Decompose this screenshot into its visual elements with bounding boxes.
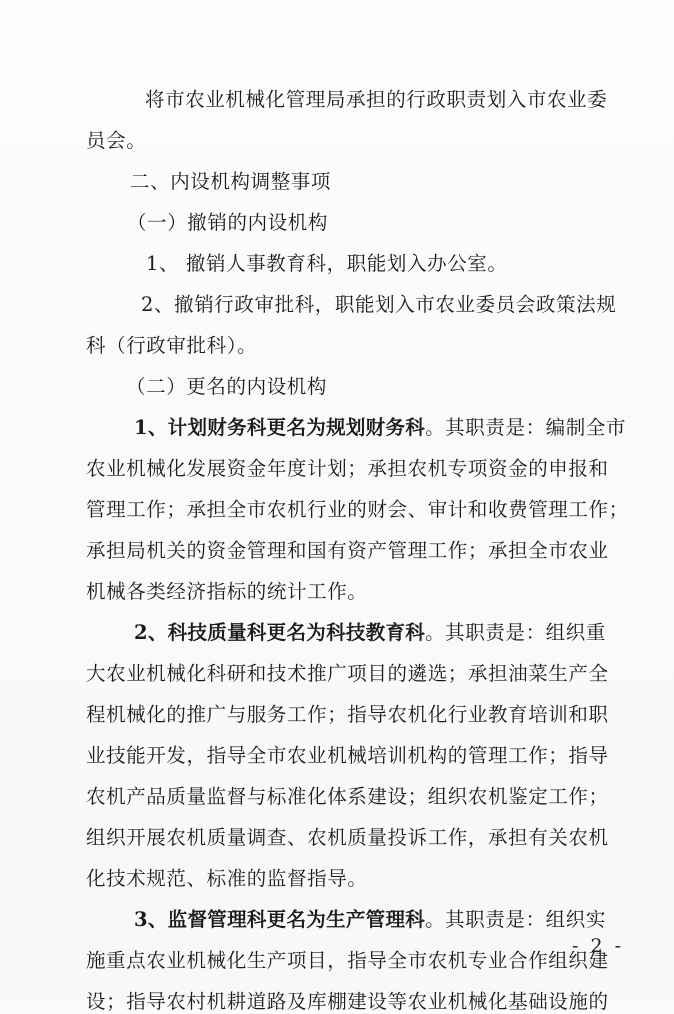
paragraph-line: 机械各类经济指标的统计工作。 (86, 580, 368, 603)
paragraph-line: 施重点农业机械化生产项目，指导全市农机专业合作组织建 (86, 949, 609, 972)
page-number: - 2 - (572, 935, 625, 957)
paragraph-line: 化技术规范、标准的监督指导。 (86, 867, 368, 890)
item-text: 。其职责是：编制全市 (425, 416, 627, 439)
paragraph-line: 管理工作；承担全市农机行业的财会、审计和收费管理工作； (86, 498, 629, 521)
section-heading: 二、内设机构调整事项 (130, 170, 332, 193)
paragraph-line: 2、撤销行政审批科，职能划入市农业委员会政策法规 (141, 293, 617, 316)
paragraph-line: 员会。 (86, 129, 147, 152)
item-line (134, 416, 626, 440)
paragraph-line: 将市农业机械化管理局承担的行政职责划入市农业委 (145, 88, 608, 111)
paragraph-line: 科（行政审批科）。 (86, 334, 258, 357)
subsection-heading: （一）撤销的内设机构 (127, 211, 329, 234)
item-lead: 2、科技质量科更名为科技教育科 (134, 621, 426, 644)
item-line (134, 908, 606, 932)
subsection-heading: （二）更名的内设机构 (126, 375, 328, 398)
item-text: 。其职责是：组织实 (425, 908, 606, 931)
paragraph-line: 1、 撤销人事教育科，职能划入办公室。 (146, 252, 508, 275)
paragraph-line: 业技能开发，指导全市农业机械培训机构的管理工作；指导 (86, 744, 609, 767)
paragraph-line: 程机械化的推广与服务工作；指导农机化行业教育培训和职 (86, 703, 609, 726)
paragraph-line: 承担局机关的资金管理和国有资产管理工作；承担全市农业 (86, 539, 609, 562)
paragraph-line: 大农业机械化科研和技术推广项目的遴选；承担油菜生产全 (86, 662, 609, 685)
paragraph-line: 组织开展农机质量调查、农机质量投诉工作，承担有关农机 (86, 826, 609, 849)
item-lead: 3、监督管理科更名为生产管理科 (134, 908, 426, 931)
item-lead: 1、计划财务科更名为规划财务科 (134, 416, 426, 439)
item-text: 。其职责是：组织重 (425, 621, 606, 644)
paragraph-line: 设；指导农村机耕道路及库棚建设等农业机械化基础设施的 (86, 990, 609, 1013)
item-line (134, 621, 606, 645)
paragraph-line: 农业机械化发展资金年度计划；承担农机专项资金的申报和 (86, 457, 609, 480)
paragraph-line: 农机产品质量监督与标准化体系建设；组织农机鉴定工作； (86, 785, 609, 808)
